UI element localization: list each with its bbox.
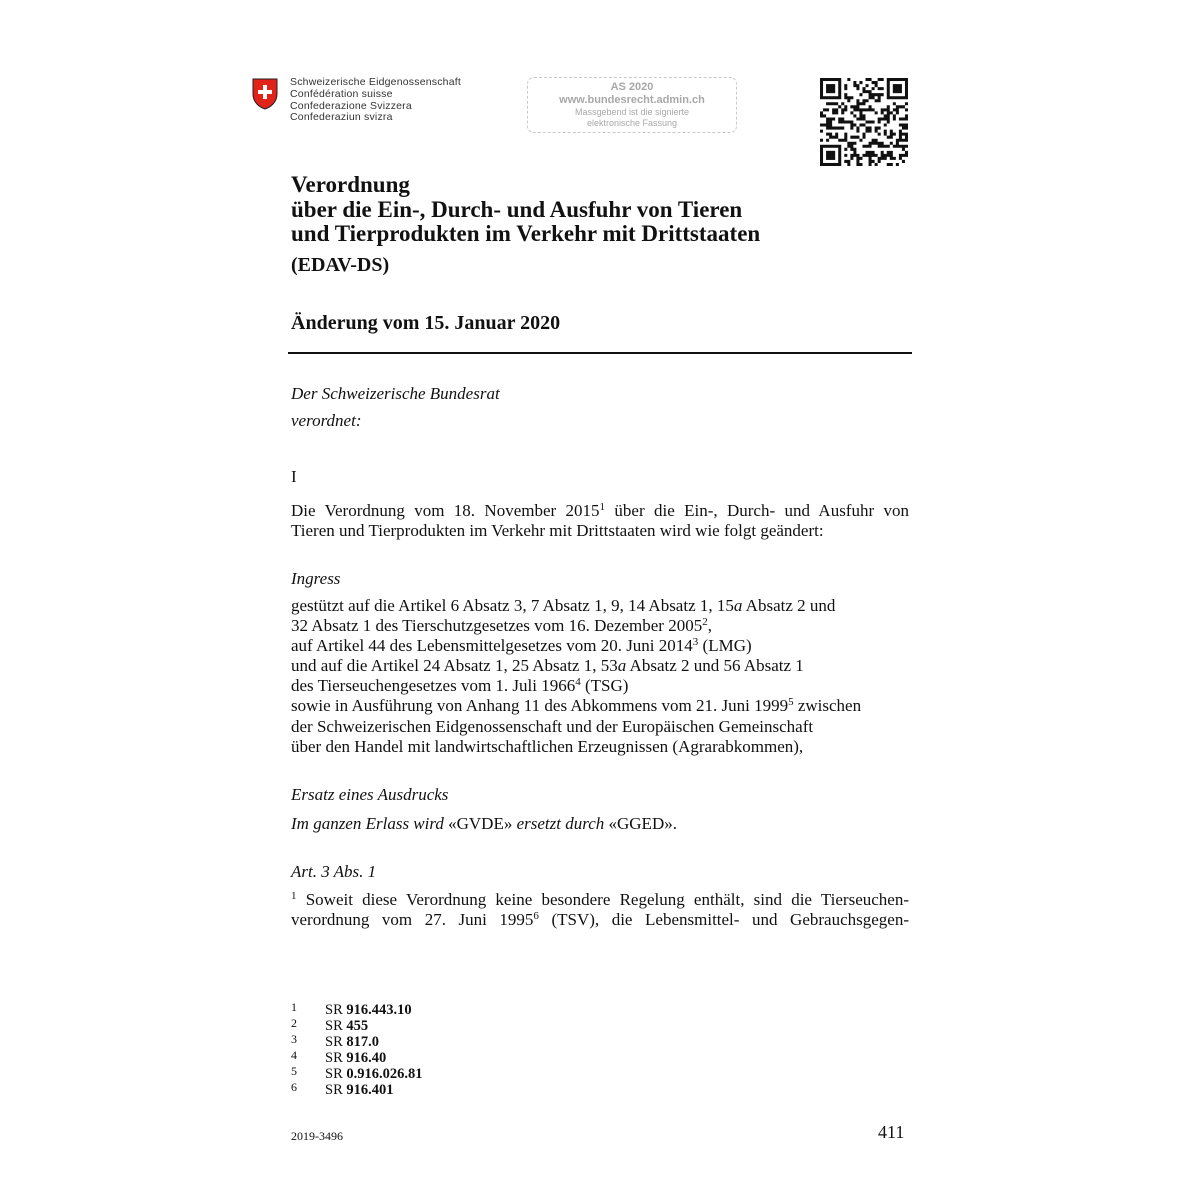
document-number: 2019-3496 [291,1129,343,1143]
amendment-date: Änderung vom 15. Januar 2020 [291,312,561,334]
article-3-text: Soweit diese Verordnung keine besondere Regelung enthält, sind die Tierseuchen- [296,890,909,909]
ingress-heading: Ingress [291,569,341,588]
confederation-line-it: Confederazione Svizzera [290,99,412,112]
footnote-ref-6[interactable]: 6 [533,910,539,922]
footnote-reference[interactable]: 916.40 [346,1050,387,1066]
footnote-prefix: SR [325,1050,347,1066]
preamble-authority: Der Schweizerische Bundesrat [291,384,500,403]
article-3-text: verordnung vom 27. Juni 1995 [291,910,534,929]
footnote-ref-1[interactable]: 1 [599,501,606,513]
ingress-text: und auf die Artikel 24 Absatz 1, 25 Absatz 1, 53 [291,656,618,675]
preamble-decree: verordnet: [291,411,362,430]
ingress-text: a [617,656,627,675]
ingress-text: gestützt auf die Artikel 6 Absatz 3, 7 Absatz 1, 9, 14 Absatz 1, 15 [291,596,734,615]
confederation-line-rm: Confederaziun svizra [290,111,393,124]
confederation-names [290,77,461,124]
replacement-part: . [672,814,677,833]
footnote-ref-2[interactable]: 2 [702,616,708,628]
footnote-reference[interactable]: 916.401 [346,1082,394,1098]
footnote-ref-4[interactable]: 4 [575,676,581,688]
official-publication-stamp [527,77,737,133]
ingress-line-6 [291,696,861,717]
ingress-text: , [707,616,712,635]
ingress-text: (TSG) [580,676,629,695]
ingress-text: zwischen [793,696,862,715]
footnote-number: 2 [291,1016,297,1030]
ingress-line-1 [291,596,835,617]
ingress-text: 32 Absatz 1 des Tierschutzgesetzes vom 16. Dezember 2005 [291,616,703,635]
ingress-line-3 [291,636,752,657]
ingress-text: (LMG) [698,636,752,655]
footnote-prefix: SR [325,1066,347,1082]
stamp-note-1: Massgebend ist die signierte [574,107,690,117]
stamp-website[interactable]: www.bundesrecht.admin.ch [559,94,705,106]
footnote-reference[interactable]: 0.916.026.81 [346,1066,423,1082]
footnote-prefix: SR [325,1034,347,1050]
footnote-reference[interactable]: 916.443.10 [346,1002,412,1018]
replacement-heading: Ersatz eines Ausdrucks [291,785,449,804]
ingress-text: des Tierseuchengesetzes vom 1. Juli 1966 [291,676,576,695]
title-line-1: Verordnung [291,172,410,197]
ingress-line-2 [291,616,712,637]
footnote-number: 1 [291,1000,297,1014]
replacement-text [291,814,677,835]
footnote-number: 5 [291,1064,297,1078]
article-3-line-1 [291,890,909,911]
footnote-ref-5[interactable]: 5 [788,696,794,708]
ingress-text: Absatz 2 und [742,596,836,615]
footnote-number: 3 [291,1032,297,1046]
footnote-number: 6 [291,1080,297,1094]
replacement-old-term: «GVDE» [448,814,513,833]
footnote-ref-3[interactable]: 3 [692,636,699,648]
ingress-line-5 [291,676,628,697]
replacement-new-term: «GGED» [608,814,673,833]
confederation-line-de: Schweizerische Eidgenossenschaft [290,76,461,88]
intro-text: Die Verordnung vom 18. November 2015 [291,501,600,520]
footnote [291,1079,394,1098]
footnote-reference[interactable]: 455 [346,1018,369,1034]
ingress-text: sowie in Ausführung von Anhang 11 des Abkommens vom 21. Juni 1999 [291,696,789,715]
intro-line-2: Tieren und Tierprodukten im Verkehr mit Drittstaaten wird wie folgt geändert: [291,521,824,540]
ingress-line-7: der Schweizerischen Eidgenossenschaft und der Europäischen Gemeinschaft [291,717,814,736]
footnote-prefix: SR [325,1002,347,1018]
section-number: I [291,467,297,486]
qr-code-icon [820,78,908,166]
paragraph-number: 1 [291,890,297,902]
ingress-text: Absatz 2 und 56 Absatz 1 [626,656,804,675]
title-divider [288,352,912,354]
title-line-3: und Tierprodukten im Verkehr mit Drittstaaten [291,221,761,246]
footnote-reference[interactable]: 817.0 [346,1034,379,1050]
article-3-heading: Art. 3 Abs. 1 [291,862,377,881]
confederation-line-fr: Confédération suisse [290,87,393,100]
intro-line-1 [291,501,909,522]
article-3-line-2 [291,910,909,931]
title-line-2: über die Ein-, Durch- und Ausfuhr von Tieren [291,196,743,222]
article-3-text: (TSV), die Lebensmittel- und Gebrauchsgegen- [538,910,909,929]
ingress-text: a [733,596,743,615]
ingress-text: auf Artikel 44 des Lebensmittelgesetzes vom 20. Juni 2014 [291,636,693,655]
swiss-coat-of-arms-icon [252,78,278,110]
ingress-line-4 [291,656,804,677]
document-title [291,173,760,247]
page-number: 411 [878,1122,905,1142]
ingress-line-8: über den Handel mit landwirtschaftlichen Erzeugnissen (Agrarabkommen), [291,737,804,756]
replacement-part: ersetzt durch [512,814,609,833]
footnote-prefix: SR [325,1082,347,1098]
title-abbreviation: (EDAV-DS) [291,254,390,276]
footnote-prefix: SR [325,1018,347,1034]
stamp-collection: AS 2020 [610,81,654,93]
intro-text: über die Ein-, Durch- und Ausfuhr von [605,501,909,520]
replacement-part: Im ganzen Erlass wird [291,814,449,833]
stamp-note-2: elektronische Fassung [586,117,678,128]
footnote-number: 4 [291,1048,297,1062]
